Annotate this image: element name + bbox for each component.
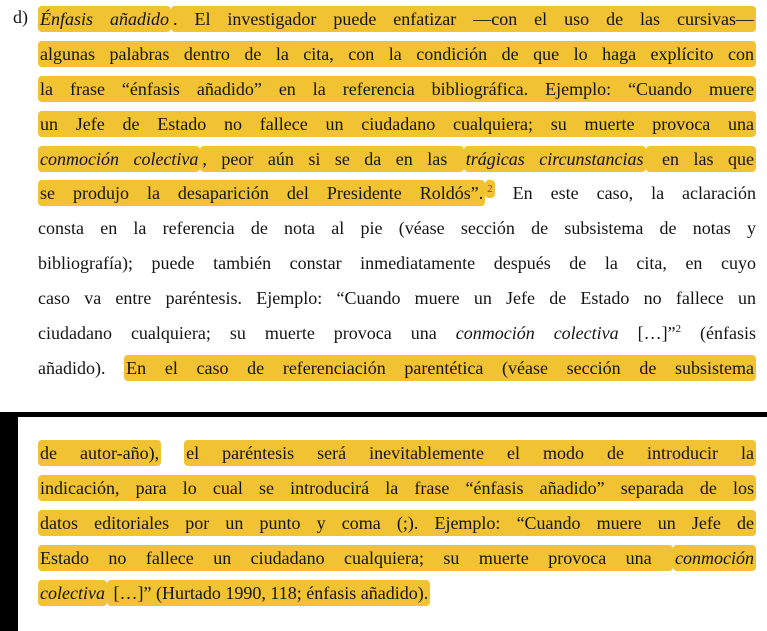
text-run: conmoción colectiva <box>455 323 619 344</box>
highlighted-text-run: el paréntesis será inevitablemente el modo de introducir la <box>184 440 756 466</box>
highlighted-text-run: Estado no fallece un ciudadano cualquiera; su muerte provoca una <box>38 545 673 571</box>
text-run: bibliografía); puede también constar inmediatamente después de la cita, en cuyo <box>38 253 756 274</box>
highlighted-text-run: un Jefe de Estado no fallece un ciudadano cualquiera; su muerte provoca una <box>38 111 756 137</box>
text-run: […]” <box>618 323 676 344</box>
list-item-label: d) <box>13 7 28 27</box>
highlighted-text-run: En el caso de referenciación parentética (véase sección de subsistema <box>124 355 756 381</box>
text-line <box>38 316 756 351</box>
footnote-superscript: 2 <box>485 180 494 198</box>
highlighted-text-run: […]” (Hurtado 1990, 118; énfasis añadido). <box>107 580 430 606</box>
highlighted-text-run: datos editoriales por un punto y coma (;). Ejemplo: “Cuando muere un Jefe de <box>38 510 756 536</box>
black-left-border-bar <box>0 412 18 631</box>
text-line <box>38 2 756 37</box>
text-run: añadido). <box>38 357 125 378</box>
text-line <box>38 246 756 281</box>
highlighted-text-run: conmoción <box>673 545 756 571</box>
text-line <box>38 471 756 506</box>
highlighted-text-run: colectiva <box>38 580 107 606</box>
text-run: (énfasis <box>681 323 756 344</box>
text-run: ciudadano cualquiera; su muerte provoca una <box>38 323 456 344</box>
text-run <box>161 443 184 463</box>
text-line <box>38 107 756 142</box>
highlighted-text-run: trágicas circunstancias <box>464 146 646 172</box>
text-line <box>38 281 756 316</box>
text-line <box>38 506 756 541</box>
text-run: consta en la referencia de nota al pie (véase sección de subsistema de notas y <box>38 218 756 239</box>
highlighted-text-run: conmoción colectiva <box>38 146 200 172</box>
text-line <box>38 211 756 246</box>
highlighted-text-run: se produjo la desaparición del Presidente Roldós”. <box>38 180 485 206</box>
text-line <box>38 72 756 107</box>
paragraph-lines <box>38 2 756 386</box>
black-divider-bar <box>0 412 767 417</box>
text-line <box>38 142 756 177</box>
text-line <box>38 576 756 611</box>
highlighted-text-run: . El investigador puede enfatizar —con el uso de las cursivas— <box>171 6 756 32</box>
paragraph-block-2 <box>38 436 756 610</box>
paragraph-lines <box>38 436 756 610</box>
highlighted-text-run: , peor aún si se da en las <box>200 146 463 172</box>
footnote-superscript: 2 <box>675 323 682 336</box>
paragraph-block-1 <box>13 2 756 386</box>
highlighted-text-run: en las que <box>646 146 756 172</box>
text-line <box>38 436 756 471</box>
highlighted-text-run: de autor-año), <box>38 440 161 466</box>
text-line <box>38 37 756 72</box>
highlighted-text-run: Énfasis añadido <box>38 6 171 32</box>
text-line <box>38 541 756 576</box>
highlighted-text-run: algunas palabras dentro de la cita, con la condición de que lo haga explícito con <box>38 41 756 67</box>
text-line <box>38 351 756 386</box>
text-run: En este caso, la aclaración <box>494 183 756 204</box>
highlighted-text-run: indicación, para lo cual se introducirá la frase “énfasis añadido” separada de los <box>38 475 756 501</box>
highlighted-text-run: la frase “énfasis añadido” en la referencia bibliográfica. Ejemplo: “Cuando muere <box>38 76 756 102</box>
text-run: caso va entre paréntesis. Ejemplo: “Cuando muere un Jefe de Estado no fallece un <box>38 288 756 309</box>
text-line <box>38 176 756 211</box>
